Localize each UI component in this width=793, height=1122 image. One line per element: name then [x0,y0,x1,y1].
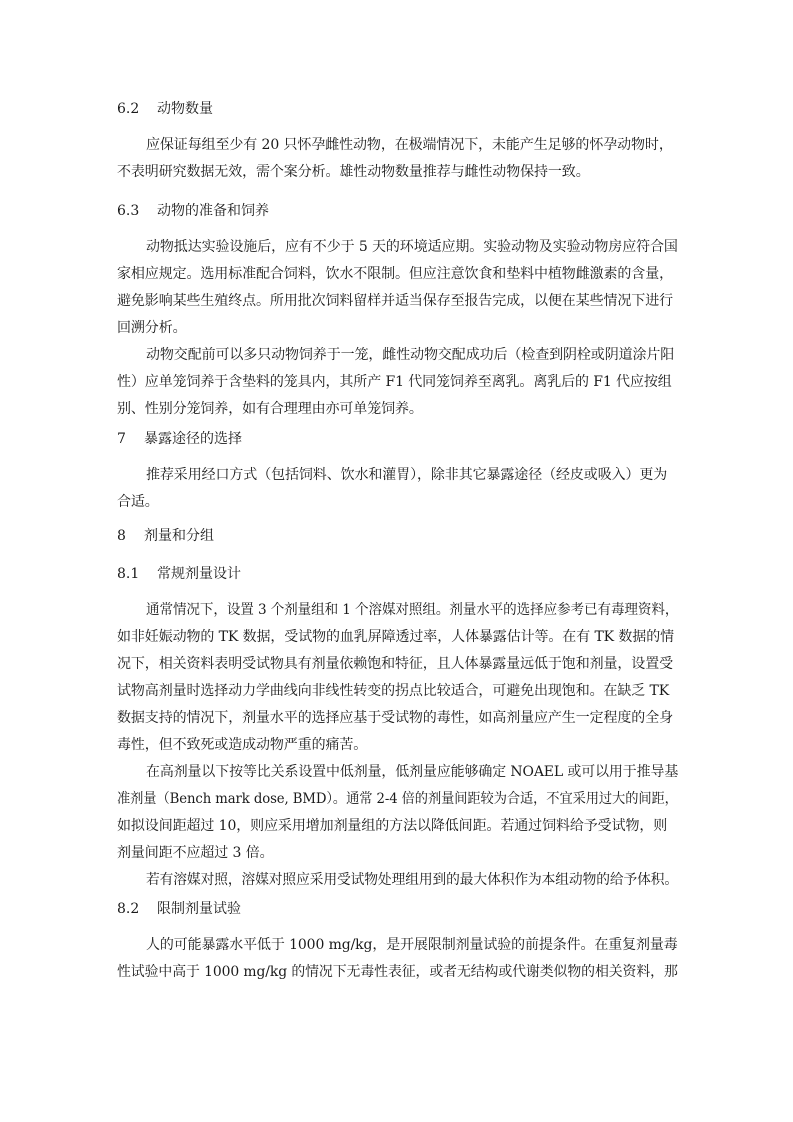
paragraph-line: 试物高剂量时选择动力学曲线向非线性转变的拐点比较适合，可避免出现饱和。在缺乏 TK [117,683,670,699]
paragraph-line: 应保证每组至少有 20 只怀孕雌性动物，在极端情况下，未能产生足够的怀孕动物时， [146,137,673,153]
paragraph-line: 避免影响某些生殖终点。所用批次饲料留样并适当保存至报告完成，以便在某些情况下进行 [117,293,673,309]
section-title: 限制剂量试验 [157,901,241,917]
paragraph-line: 通常情况下，设置 3 个剂量组和 1 个溶媒对照组。剂量水平的选择应参考已有毒理资料， [146,602,679,618]
paragraph-line: 家相应规定。选用标准配合饲料，饮水不限制。但应注意饮食和垫料中植物雌激素的含量， [117,266,673,282]
paragraph-line: 别、性别分笼饲养，如有合理理由亦可单笼饲养。 [117,401,423,417]
paragraph-line: 不表明研究数据无效，需个案分析。雄性动物数量推荐与雌性动物保持一致。 [117,164,590,180]
section-number: 6.3 [117,203,140,219]
paragraph-line: 在高剂量以下按等比关系设置中低剂量，低剂量应能够确定 NOAEL 或可以用于推导基 [146,764,679,780]
section-title: 动物的准备和饲养 [157,203,269,219]
section-heading-8-2 [117,900,241,918]
paragraph-line: 动物交配前可以多只动物饲养于一笼，雌性动物交配成功后（检查到阴栓或阴道涂片阳 [146,347,675,363]
paragraph-line: 推荐采用经口方式（包括饲料、饮水和灌胃），除非其它暴露途径（经皮或吸入）更为 [146,467,668,483]
section-heading-6-2 [117,100,213,118]
paragraph-line: 若有溶媒对照，溶媒对照应采用受试物处理组用到的最大体积作为本组动物的给予体积。 [146,872,679,888]
paragraph-line: 如拟设间距超过 10，则应采用增加剂量组的方法以降低间距。若通过饲料给予受试物，则 [117,818,668,834]
section-heading-7 [117,430,242,448]
paragraph-line: 如非妊娠动物的 TK 数据，受试物的血乳屏障透过率，人体暴露估计等。在有 TK 数据的情 [117,629,674,645]
paragraph-line: 剂量间距不应超过 3 倍。 [117,845,274,861]
section-heading-8-1 [117,565,241,583]
section-heading-6-3 [117,202,269,220]
paragraph-line: 人的可能暴露水平低于 1000 mg/kg，是开展限制剂量试验的前提条件。在重复剂量毒 [146,937,678,953]
paragraph-line: 毒性，但不致死或造成动物严重的痛苦。 [117,737,368,753]
section-number: 7 [117,431,126,447]
section-number: 8.2 [117,901,140,917]
section-number: 6.2 [117,101,140,117]
paragraph-line: 况下，相关资料表明受试物具有剂量依赖饱和特征，且人体暴露量远低于饱和剂量，设置受 [117,656,673,672]
paragraph-line: 性试验中高于 1000 mg/kg 的情况下无毒性表征，或者无结构或代谢类似物的相关资料，那 [117,964,678,980]
section-number: 8 [117,528,126,544]
section-title: 剂量和分组 [144,528,214,544]
paragraph-line: 合适。 [117,494,159,510]
paragraph-line: 回溯分析。 [117,320,187,336]
paragraph-line: 动物抵达实验设施后，应有不少于 5 天的环境适应期。实验动物及实验动物房应符合国 [146,239,678,255]
section-title: 动物数量 [157,101,213,117]
paragraph-line: 准剂量（Bench mark dose, BMD）。通常 2-4 倍的剂量间距较为合适，不宜采用过大的间距， [117,791,678,807]
paragraph-line: 数据支持的情况下，剂量水平的选择应基于受试物的毒性，如高剂量应产生一定程度的全身 [117,710,673,726]
section-title: 常规剂量设计 [157,566,241,582]
section-heading-8 [117,527,214,545]
section-number: 8.1 [117,566,140,582]
paragraph-line: 性）应单笼饲养于含垫料的笼具内，其所产 F1 代同笼饲养至离乳。离乳后的 F1 代应按组 [117,374,672,390]
section-title: 暴露途径的选择 [144,431,242,447]
